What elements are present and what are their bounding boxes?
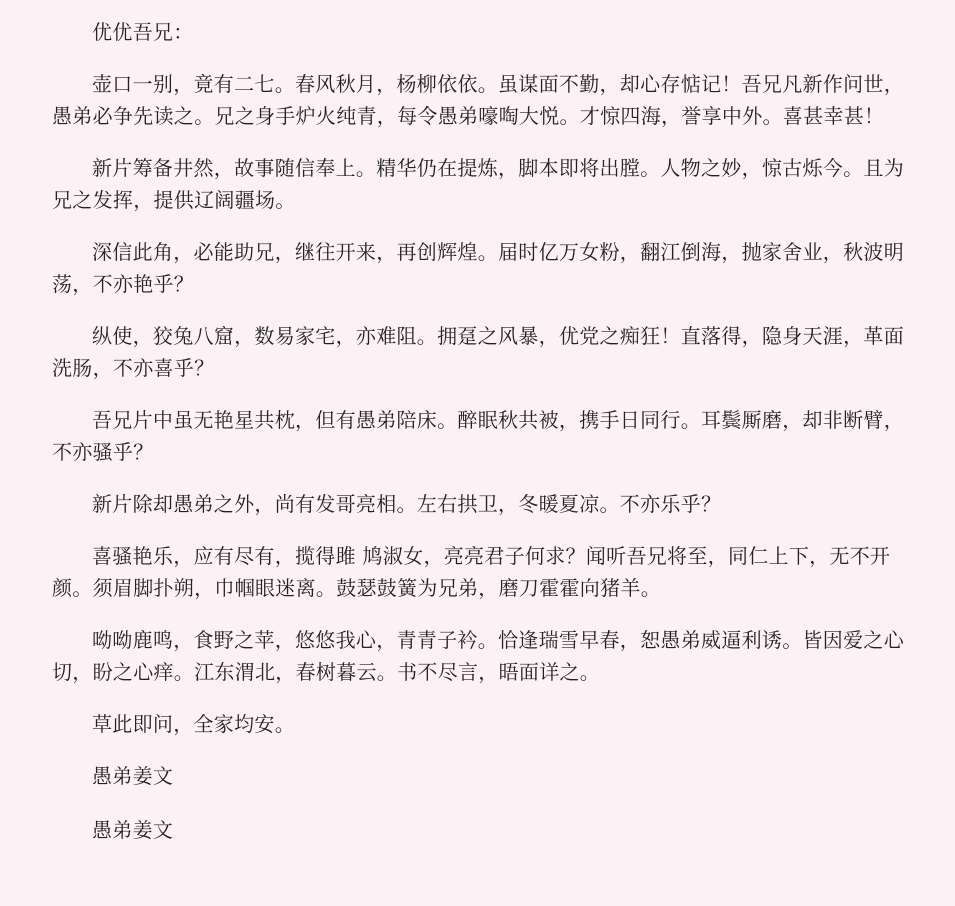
letter-paragraph-8: 呦呦鹿鸣，食野之苹，悠悠我心，青青子衿。恰逢瑞雪早春，恕愚弟威逼利诱。皆因爱之心切，盼之心痒。江东渭北，春树暮云。书不尽言，晤面详之。: [52, 628, 904, 684]
letter-paragraph-3: 深信此角，必能助兄，继往开来，再创辉煌。届时亿万女粉，翻江倒海，抛家舍业，秋波明荡，不亦艳乎？: [52, 240, 904, 296]
letter-paragraph-7: 喜骚艳乐，应有尽有，揽得雎 鸠淑女，亮亮君子何求？闻听吾兄将至，同仁上下，无不开颜。须眉脚扑朔，巾帼眼迷离。鼓瑟鼓簧为兄弟，磨刀霍霍向猪羊。: [52, 544, 891, 600]
letter-signature: 愚弟姜文: [92, 764, 174, 788]
letter-paragraph-2: 新片筹备井然，故事随信奉上。精华仍在提炼，脚本即将出膛。人物之妙，惊古烁今。且为兄之发挥，提供辽阔疆场。: [52, 156, 904, 212]
letter-paragraph-1: 壶口一别，竟有二七。春风秋月，杨柳依依。虽谋面不勤，却心存惦记！吾兄凡新作问世，愚弟必争先读之。兄之身手炉火纯青，每令愚弟嚎啕大悦。才惊四海，誉享中外。喜甚幸甚！: [52, 72, 904, 128]
letter-greeting: 优优吾兄：: [92, 20, 194, 44]
letter-signoff: 愚弟姜文: [92, 818, 174, 842]
letter-paragraph-5: 吾兄片中虽无艳星共枕，但有愚弟陪床。醉眠秋共被，携手日同行。耳鬓厮磨，却非断臂，不亦骚乎？: [52, 408, 904, 464]
letter-closing: 草此即问，全家均安。: [92, 712, 295, 736]
letter-paragraph-4: 纵使，狡兔八窟，数易家宅，亦难阻。拥趸之风暴，优党之痴狂！直落得，隐身天涯，革面洗肠，不亦喜乎？: [52, 324, 904, 380]
letter-paragraph-6: 新片除却愚弟之外，尚有发哥亮相。左右拱卫，冬暖夏凉。不亦乐乎？: [92, 492, 722, 516]
